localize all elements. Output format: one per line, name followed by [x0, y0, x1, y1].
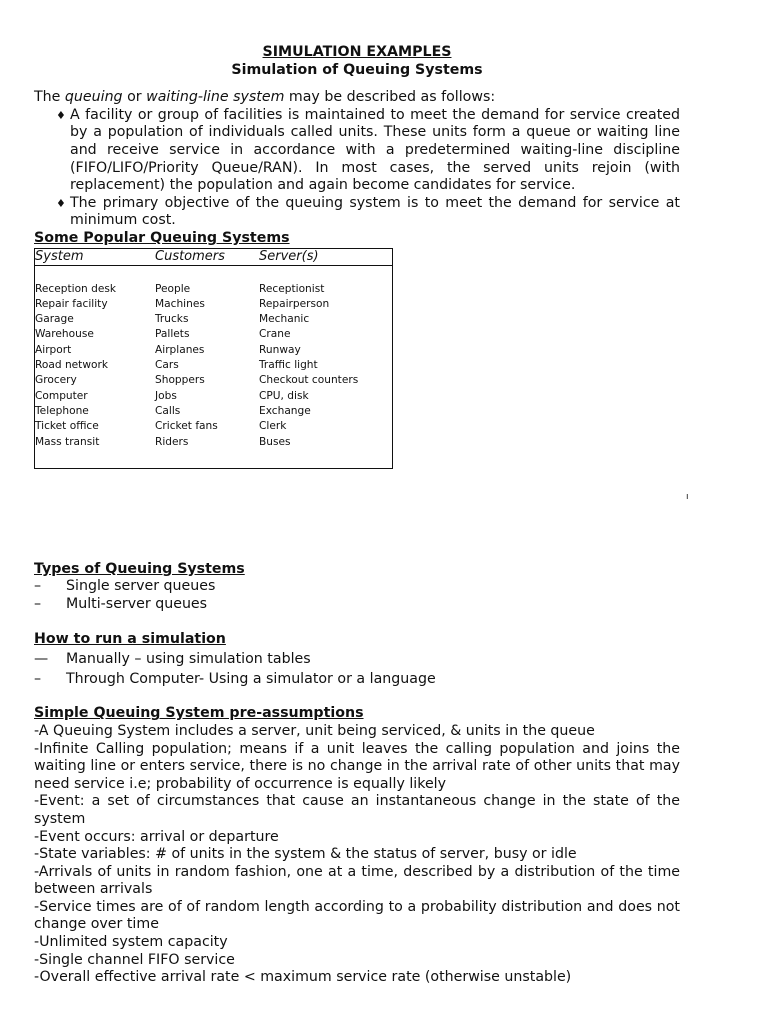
cell-customers: Cars	[155, 359, 179, 372]
popular-systems-table	[34, 248, 393, 469]
cell-system: Reception desk	[35, 282, 117, 295]
assumption-line: -State variables: # of units in the system & the status of server, busy or idle	[34, 846, 577, 863]
bullet-text: The primary objective of the queuing system is to meet the demand for service at minimum cost.	[70, 194, 680, 229]
types-heading: Types of Queuing Systems	[34, 560, 245, 577]
document-page	[34, 44, 680, 987]
list-item-text: Multi-server queues	[66, 595, 208, 612]
assumption-line: -Event occurs: arrival or departure	[34, 828, 279, 845]
stray-mark: ı	[686, 492, 689, 502]
page-subtitle: Simulation of Queuing Systems	[231, 61, 483, 78]
cell-servers: Checkout counters	[259, 374, 359, 387]
intro-term-queuing: queuing	[64, 89, 123, 106]
cell-customers: Jobs	[155, 389, 177, 402]
list-item	[34, 671, 680, 689]
cell-servers: Mechanic	[259, 313, 310, 326]
diamond-bullet-icon: ♦	[56, 108, 66, 122]
table-row	[35, 327, 392, 342]
intro-term-waiting-line: waiting-line system	[146, 89, 285, 106]
assumption-line: -A Queuing System includes a server, unit being serviced, & units in the queue	[34, 722, 595, 739]
cell-system: Road network	[35, 359, 108, 372]
dash-marker: –	[34, 595, 42, 612]
cell-system: Computer	[35, 389, 88, 402]
page-title: SIMULATION EXAMPLES	[262, 44, 452, 60]
cell-customers: Riders	[155, 435, 189, 448]
cell-system: Repair facility	[35, 297, 108, 310]
cell-customers: Airplanes	[155, 343, 205, 356]
table-row	[35, 312, 392, 327]
table-row	[35, 373, 392, 388]
cell-servers: CPU, disk	[259, 389, 309, 402]
cell-servers: Receptionist	[259, 282, 325, 295]
intro-sentence	[34, 89, 680, 107]
intro-before: The	[34, 89, 65, 106]
cell-customers: Cricket fans	[155, 420, 218, 433]
page-gap	[34, 469, 680, 561]
table-header-row	[35, 249, 392, 266]
assumptions-heading: Simple Queuing System pre-assumptions	[34, 705, 364, 722]
assumption-line: -Overall effective arrival rate < maximum service rate (otherwise unstable)	[34, 969, 572, 986]
assumption-line: -Single channel FIFO service	[34, 951, 235, 968]
cell-system: Mass transit	[35, 435, 100, 448]
cell-servers: Buses	[259, 435, 291, 448]
cell-servers: Traffic light	[259, 359, 318, 372]
table-row	[35, 389, 392, 404]
spacer	[34, 688, 680, 705]
howto-heading: How to run a simulation	[34, 630, 226, 647]
cell-customers: Shoppers	[155, 374, 205, 387]
table-body	[35, 266, 392, 468]
dash-marker: –	[34, 670, 42, 687]
intro-bullets	[34, 107, 680, 230]
cell-servers: Exchange	[259, 404, 311, 417]
assumption-line: -Unlimited system capacity	[34, 934, 228, 951]
list-item-text: Through Computer- Using a simulator or a language	[66, 670, 436, 687]
howto-list	[34, 651, 680, 688]
col-header-servers: Server(s)	[259, 248, 319, 264]
cell-system: Grocery	[35, 374, 77, 387]
spacer	[34, 614, 680, 631]
table-row	[35, 358, 392, 373]
table-row	[35, 419, 392, 434]
intro-mid: or	[122, 89, 147, 106]
cell-customers: People	[155, 282, 191, 295]
cell-system: Ticket office	[35, 420, 99, 433]
types-list	[34, 578, 680, 613]
dash-marker: –	[34, 578, 42, 595]
assumption-line: -Infinite Calling population; means if a unit leaves the calling population and joins the waiting line or enters service, there is no change in the arrival rate of other units that may need service i.e; probability of occurrence is equally likely	[34, 740, 680, 792]
diamond-bullet-icon: ♦	[56, 196, 66, 210]
list-item	[34, 578, 680, 596]
col-header-system: System	[35, 248, 84, 264]
table-row	[35, 297, 392, 312]
list-item-text: Single server queues	[66, 578, 216, 595]
assumption-line: -Service times are of of random length according to a probability distribution and does not change over time	[34, 898, 680, 933]
popular-systems-heading: Some Popular Queuing Systems	[34, 229, 290, 246]
cell-servers: Crane	[259, 328, 291, 341]
cell-system: Airport	[35, 343, 72, 356]
cell-customers: Trucks	[155, 313, 189, 326]
bullet-item	[56, 195, 680, 230]
bullet-item	[56, 107, 680, 195]
assumption-line: -Arrivals of units in random fashion, one at a time, described by a distribution of the time between arrivals	[34, 863, 680, 898]
cell-customers: Machines	[155, 297, 205, 310]
bullet-text: A facility or group of facilities is maintained to meet the demand for service created by a population of individuals called units. These units form a queue or waiting line and receive service in accordance with a predetermined waiting-line discipline (FIFO/LIFO/Priority Queue/RAN). In most cases, the served units rejoin (with replacement) the population and again become candidates for service.	[70, 106, 680, 194]
table-row	[35, 435, 392, 450]
dash-marker: —	[34, 651, 49, 668]
intro-after: may be described as follows:	[284, 89, 496, 106]
cell-customers: Pallets	[155, 328, 190, 341]
cell-servers: Runway	[259, 343, 301, 356]
cell-servers: Repairperson	[259, 297, 330, 310]
list-item-text: Manually – using simulation tables	[66, 651, 311, 668]
col-header-customers: Customers	[155, 248, 225, 264]
list-item	[34, 596, 680, 614]
list-item	[34, 651, 680, 669]
cell-system: Warehouse	[35, 328, 94, 341]
table-row	[35, 343, 392, 358]
cell-system: Telephone	[35, 404, 89, 417]
table-row	[35, 282, 392, 297]
assumption-line: -Event: a set of circumstances that cause an instantaneous change in the state of the system	[34, 793, 680, 827]
cell-system: Garage	[35, 313, 74, 326]
cell-customers: Calls	[155, 404, 181, 417]
cell-servers: Clerk	[259, 420, 287, 433]
table-row	[35, 404, 392, 419]
